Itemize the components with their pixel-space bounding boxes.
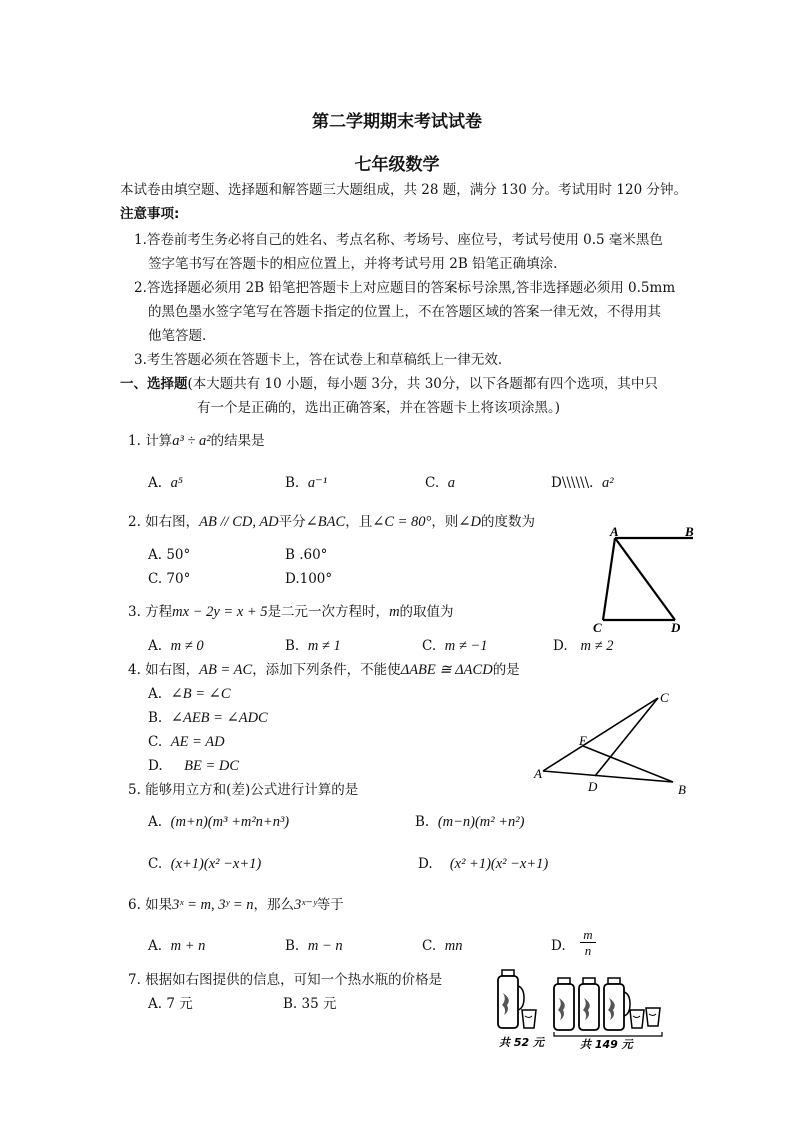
option-b: B. (m−n)(m² +n²) — [415, 814, 525, 830]
option-d: D. — [551, 938, 566, 954]
question-text: ，且 — [345, 514, 373, 530]
question-number: 1. — [128, 433, 141, 449]
math-expr: 3ˣ⁻ʸ — [294, 897, 317, 913]
notice-heading: 注意事项: — [120, 206, 180, 222]
line-ab — [543, 771, 673, 782]
option-b: B. ∠AEB = ∠ADC — [148, 710, 268, 726]
question-text: 2. 如右图， — [128, 514, 200, 530]
question-text: 的结果是 — [210, 433, 265, 449]
note-line: 3.考生答题必须在答题卡上，答在试卷上和草稿纸上一律无效. — [134, 352, 503, 368]
figure-q7 — [492, 968, 672, 1054]
caption-right: 共 149 元 — [580, 1038, 633, 1051]
label-b: B — [685, 524, 694, 539]
option-c: C. AE = AD — [148, 734, 225, 750]
note-line: 的黑色墨水签字笔写在答题卡指定的位置上，不在答题区域的答案一律无效，不得用其 — [148, 304, 661, 320]
question-3 — [128, 603, 454, 621]
question-6 — [128, 896, 344, 914]
question-text: 是二元一次方程时， — [267, 604, 390, 620]
bracket — [554, 1032, 662, 1036]
note-line: 2.答选择题必须用 2B 铅笔把答题卡上对应题目的答案标号涂黑,答非选择题必须用 0.5mm — [134, 280, 676, 296]
thermos-icon — [604, 978, 630, 1030]
option-b: B. m ≠ 1 — [285, 638, 341, 654]
option-a: A. m ≠ 0 — [148, 638, 204, 654]
question-7: 7. 根据如右图提供的信息，可知一个热水瓶的价格是 — [128, 972, 443, 988]
label-d: D — [671, 620, 681, 635]
label-b: B — [678, 782, 686, 797]
question-text: 的度数为 — [480, 514, 535, 530]
option-d: D. BE = DC — [148, 758, 240, 774]
note-line: 签字笔书写在答题卡的相应位置上，并将考试号用 2B 铅笔正确填涂. — [148, 256, 558, 272]
question-text: 的是 — [492, 662, 520, 678]
label-c: C — [593, 620, 602, 635]
math-expr: ΔABE ≅ ΔACD — [400, 662, 493, 678]
option-a: A. ∠B = ∠C — [148, 686, 231, 702]
page-title: 第二学期期末考试试卷 — [312, 112, 482, 132]
label-e: E — [579, 733, 587, 748]
option-d: D\\\\\\. a² — [551, 475, 614, 491]
question-text: 平分 — [278, 514, 306, 530]
question-text: ，那么 — [253, 897, 295, 913]
question-text: ，则 — [431, 514, 459, 530]
option-a: A. 50° — [148, 547, 191, 563]
section-desc: 有一个是正确的，选出正确答案，并在答题卡上将该项涂黑。) — [197, 400, 561, 416]
cup-icon — [630, 1010, 644, 1028]
question-text: 的取值为 — [399, 604, 454, 620]
thermos-icon — [498, 970, 524, 1028]
question-4 — [128, 661, 520, 679]
line-ac — [603, 538, 615, 620]
option-c: C. a — [425, 475, 455, 491]
page-subtitle: 七年级数学 — [354, 155, 440, 175]
math-expr: ∠C = 80° — [372, 514, 432, 530]
label-a: A — [534, 766, 542, 781]
math-expr: AB // CD, AD — [199, 514, 279, 530]
option-c: C. mn — [422, 938, 463, 954]
line-ad — [615, 538, 675, 620]
intro-text: 本试卷由填空题、选择题和解答题三大题组成，共 28 题，满分 130 分。考试用时 120 分钟。 — [120, 182, 687, 198]
question-text: 4. 如右图， — [128, 662, 200, 678]
option-a: A. m + n — [148, 938, 206, 954]
fraction-denominator: n — [584, 943, 592, 958]
note-line: 1.答卷前考生务必将自己的姓名、考点名称、考场号、座位号，考试号使用 0.5 毫米黑色 — [134, 232, 663, 248]
question-5: 5. 能够用立方和(差)公式进行计算的是 — [128, 782, 359, 798]
label-c: C — [660, 690, 669, 705]
math-expr: mx − 2y = x + 5 — [172, 604, 268, 620]
option-d: D.100° — [285, 571, 333, 587]
line-be — [583, 746, 673, 782]
thermos-icon — [554, 978, 574, 1030]
note-line: 他笔答题. — [148, 328, 207, 344]
label-d: D — [588, 779, 598, 794]
line-ac — [543, 698, 658, 771]
option-b: B .60° — [285, 547, 328, 563]
question-1 — [128, 432, 265, 450]
section-desc: (本大题共有 10 小题，每小题 3分，共 30分，以下各题都有四个选项，其中只 — [187, 376, 658, 392]
question-text: 计算 — [145, 433, 173, 449]
cup-icon — [522, 1010, 536, 1028]
math-expr: ∠BAC — [305, 514, 346, 530]
option-d: D. (x² +1)(x² −x+1) — [418, 856, 549, 872]
question-text: 6. 如果 — [128, 897, 173, 913]
section-heading — [120, 375, 658, 393]
option-a: A. a⁵ — [148, 475, 183, 491]
math-expr: a³ ÷ a² — [172, 433, 211, 449]
question-2 — [128, 513, 535, 531]
question-text: ，添加下列条件，不能使 — [252, 662, 401, 678]
question-text: 等于 — [316, 897, 344, 913]
thermos-icon — [579, 978, 599, 1030]
label-a: A — [610, 524, 619, 539]
line-cd — [595, 698, 658, 776]
math-expr: ∠D — [458, 514, 481, 530]
option-c: C. (x+1)(x² −x+1) — [148, 856, 262, 872]
figure-q4 — [528, 686, 698, 801]
fraction-numerator: m — [580, 928, 596, 943]
option-b: B. 35 元 — [283, 996, 337, 1012]
math-expr: AB = AC — [199, 662, 253, 678]
fraction-m-over-n — [580, 928, 596, 959]
math-expr: m — [389, 604, 400, 620]
option-b: B. a⁻¹ — [285, 475, 328, 491]
figure-q2 — [585, 520, 705, 640]
question-text: 3. 方程 — [128, 604, 173, 620]
math-expr: 3ˣ = m, 3ʸ = n — [172, 897, 254, 913]
section-title: 一、选择题 — [120, 376, 188, 392]
option-c: C. 70° — [148, 571, 191, 587]
option-c: C. m ≠ −1 — [422, 638, 488, 654]
option-d: D. m ≠ 2 — [553, 638, 614, 654]
option-a: A. 7 元 — [148, 996, 193, 1012]
cup-icon — [646, 1008, 660, 1026]
option-b: B. m − n — [285, 938, 343, 954]
caption-left: 共 52 元 — [499, 1036, 544, 1049]
option-a: A. (m+n)(m³ +m²n+n³) — [148, 814, 290, 830]
